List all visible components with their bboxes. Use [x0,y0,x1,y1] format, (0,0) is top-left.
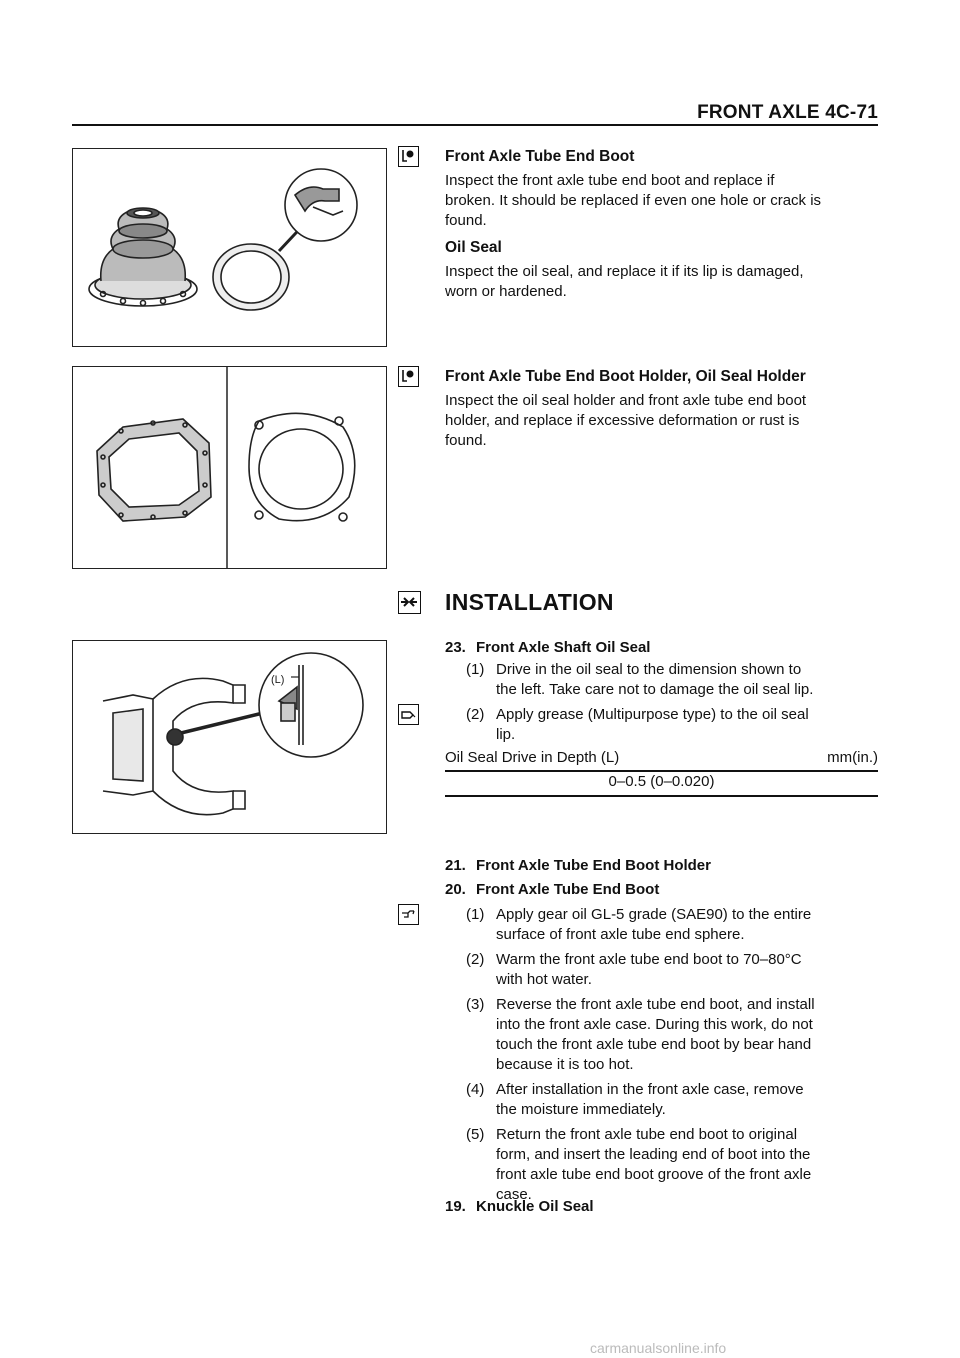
step-text [496,705,886,745]
installation-icon [398,591,421,614]
step-text [496,995,886,1075]
text-line: the moisture immediately. [496,1101,666,1118]
footer-watermark: carmanualsonline.info [590,1340,727,1356]
text-line: Return the front axle tube end boot to original [496,1126,798,1143]
step-number: (4) [466,1081,485,1098]
step-text [496,1080,886,1120]
figure-boot-and-oil-seal [72,148,387,347]
step-number: (2) [466,951,485,968]
text-line: Apply gear oil GL-5 grade (SAE90) to the entire [496,906,812,923]
step-text [496,1125,886,1205]
item-number: 19. [445,1198,466,1215]
text-line: the left. Take care not to damage the oil seal lip. [496,681,814,698]
header-rule [72,124,878,126]
text-line: lip. [496,726,516,743]
table-rule [445,795,878,797]
spec-label: Oil Seal Drive in Depth (L) [445,749,620,766]
text-line: Drive in the oil seal to the dimension shown to [496,661,802,678]
step-text [496,660,886,700]
text-line: Reverse the front axle tube end boot, and install [496,996,815,1013]
item-number: 20. [445,881,466,898]
step-number: (1) [466,906,485,923]
text-line: case. [496,1186,532,1203]
text-line: Inspect the front axle tube end boot and replace if [445,172,775,189]
section-boot [445,148,885,302]
text-line: broken. It should be replaced if even one hole or crack is [445,192,822,209]
text-line: into the front axle case. During this work, do not [496,1016,813,1033]
depth-illustration [73,641,386,833]
spec-value: 0–0.5 (0–0.020) [608,773,715,790]
installation-title: INSTALLATION [445,589,614,615]
dimension-label: (L) [271,674,285,686]
text-line: form, and insert the leading end of boot into the [496,1146,811,1163]
step-number: (2) [466,706,485,723]
section-oilseal-heading: Oil Seal [445,239,502,256]
text-line: worn or hardened. [445,283,567,300]
step-text [496,905,886,945]
text-line: front axle tube end boot groove of the front axle [496,1166,812,1183]
item-title: Front Axle Tube End Boot Holder [476,857,711,874]
section-holder [445,368,885,451]
text-line: Apply grease (Multipurpose type) to the oil seal [496,706,809,723]
step-number: (5) [466,1126,485,1143]
item-title: Front Axle Shaft Oil Seal [476,639,651,656]
grease-icon [398,704,419,725]
inspection-icon [398,146,419,167]
text-line: surface of front axle tube end sphere. [496,926,745,943]
item-number: 23. [445,639,466,656]
text-line: because it is too hot. [496,1056,634,1073]
text-line: found. [445,432,487,449]
figure-holders [72,366,387,569]
section-holder-heading: Front Axle Tube End Boot Holder, Oil Seal Holder [445,368,806,385]
text-line: with hot water. [496,971,592,988]
step-number: (3) [466,996,485,1013]
text-line: found. [445,212,487,229]
item-number: 21. [445,857,466,874]
figure-oil-seal-depth [72,640,387,834]
boot-illustration [73,149,386,346]
text-line: holder, and replace if excessive deformation or rust is [445,412,800,429]
text-line: touch the front axle tube end boot by bear hand [496,1036,812,1053]
step-number: (1) [466,661,485,678]
gear-oil-icon [398,904,419,925]
spec-unit: mm(in.) [827,749,878,766]
step-text [496,950,886,990]
text-line: After installation in the front axle case, remove [496,1081,804,1098]
inspection-icon [398,366,419,387]
item-title: Front Axle Tube End Boot [476,881,660,898]
section-boot-heading: Front Axle Tube End Boot [445,148,635,165]
holders-illustration [73,367,386,568]
text-line: Warm the front axle tube end boot to 70–80°C [496,951,802,968]
text-line: Inspect the oil seal, and replace it if its lip is damaged, [445,263,804,280]
text-line: Inspect the oil seal holder and front axle tube end boot [445,392,807,409]
page-header: FRONT AXLE 4C-71 [697,102,878,123]
item-title: Knuckle Oil Seal [476,1198,594,1215]
